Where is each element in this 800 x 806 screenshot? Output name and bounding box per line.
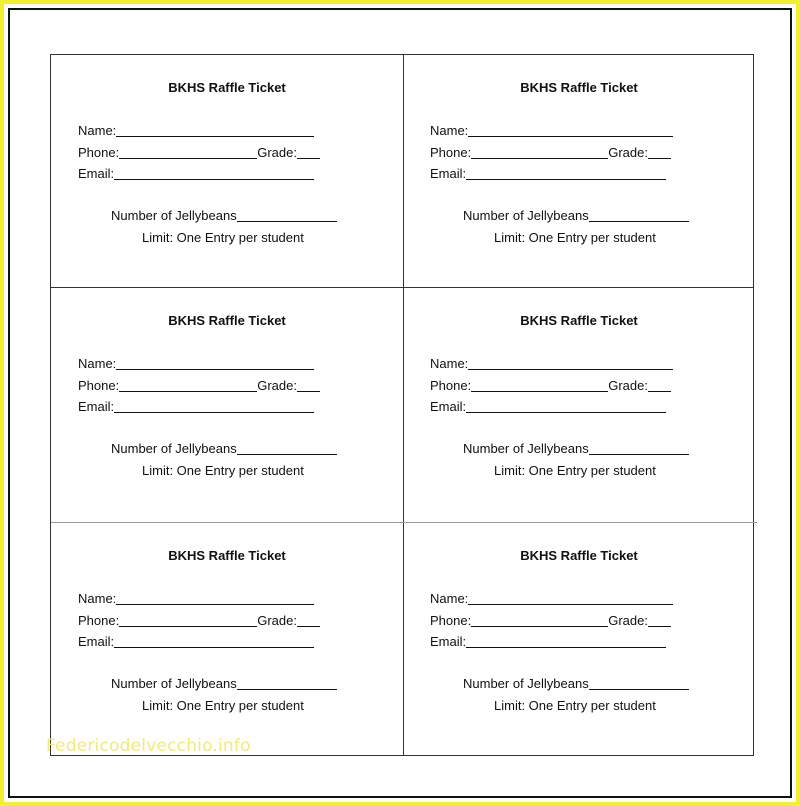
phone-blank[interactable]: [119, 378, 257, 392]
jellybeans-blank[interactable]: [589, 208, 689, 222]
row-divider-2: [51, 522, 757, 523]
jellybeans-blank[interactable]: [589, 441, 689, 455]
jellybeans-field-row: [463, 208, 689, 223]
email-field-row: [78, 166, 314, 181]
email-label: Email:: [78, 166, 115, 181]
grade-blank[interactable]: [297, 145, 320, 159]
name-field-row: [78, 591, 314, 606]
jellybeans-label: Number of Jellybeans: [111, 676, 237, 691]
grade-blank[interactable]: [297, 613, 320, 627]
jellybeans-label: Number of Jellybeans: [463, 676, 589, 691]
phone-blank[interactable]: [471, 378, 608, 392]
grade-blank[interactable]: [648, 378, 671, 392]
ticket-title: BKHS Raffle Ticket: [168, 80, 286, 95]
ticket-title: BKHS Raffle Ticket: [520, 80, 638, 95]
name-blank[interactable]: [116, 591, 314, 605]
limit-note: Limit: One Entry per student: [142, 463, 304, 478]
grade-label: Grade:: [257, 613, 297, 628]
email-blank[interactable]: [466, 166, 666, 180]
limit-note: Limit: One Entry per student: [494, 463, 656, 478]
name-field-row: [78, 356, 314, 371]
phone-blank[interactable]: [119, 145, 257, 159]
ticket-sheet: [50, 54, 754, 756]
email-label: Email:: [430, 166, 467, 181]
name-label: Name:: [430, 356, 469, 371]
grade-label: Grade:: [608, 378, 648, 393]
jellybeans-label: Number of Jellybeans: [111, 208, 237, 223]
jellybeans-label: Number of Jellybeans: [111, 441, 237, 456]
email-label: Email:: [78, 399, 115, 414]
email-field-row: [430, 634, 666, 649]
phone-label: Phone:: [78, 378, 120, 393]
phone-blank[interactable]: [471, 613, 608, 627]
email-field-row: [430, 399, 666, 414]
jellybeans-label: Number of Jellybeans: [463, 441, 589, 456]
email-label: Email:: [430, 634, 467, 649]
name-label: Name:: [78, 123, 117, 138]
email-blank[interactable]: [114, 634, 314, 648]
jellybeans-field-row: [111, 208, 337, 223]
phone-field-row: [78, 145, 320, 160]
email-blank[interactable]: [466, 399, 666, 413]
grade-blank[interactable]: [648, 145, 671, 159]
email-blank[interactable]: [466, 634, 666, 648]
email-label: Email:: [430, 399, 467, 414]
column-divider: [403, 55, 404, 755]
email-label: Email:: [78, 634, 115, 649]
phone-label: Phone:: [430, 145, 472, 160]
ticket-title: BKHS Raffle Ticket: [168, 548, 286, 563]
name-blank[interactable]: [116, 356, 314, 370]
email-field-row: [78, 634, 314, 649]
watermark-text: Federicodelvecchio.info: [46, 736, 251, 756]
jellybeans-blank[interactable]: [589, 676, 689, 690]
limit-note: Limit: One Entry per student: [142, 230, 304, 245]
phone-blank[interactable]: [119, 613, 257, 627]
limit-note: Limit: One Entry per student: [494, 230, 656, 245]
jellybeans-blank[interactable]: [237, 441, 337, 455]
jellybeans-field-row: [463, 676, 689, 691]
ticket-title: BKHS Raffle Ticket: [168, 313, 286, 328]
jellybeans-blank[interactable]: [237, 676, 337, 690]
name-label: Name:: [430, 591, 469, 606]
phone-field-row: [78, 613, 320, 628]
name-field-row: [78, 123, 314, 138]
name-blank[interactable]: [116, 123, 314, 137]
name-label: Name:: [78, 356, 117, 371]
email-field-row: [78, 399, 314, 414]
phone-field-row: [430, 613, 671, 628]
phone-field-row: [78, 378, 320, 393]
limit-note: Limit: One Entry per student: [494, 698, 656, 713]
name-field-row: [430, 591, 673, 606]
grade-label: Grade:: [608, 613, 648, 628]
email-blank[interactable]: [114, 399, 314, 413]
jellybeans-field-row: [111, 441, 337, 456]
grade-blank[interactable]: [297, 378, 320, 392]
name-field-row: [430, 356, 673, 371]
phone-label: Phone:: [78, 613, 120, 628]
phone-label: Phone:: [430, 613, 472, 628]
name-blank[interactable]: [468, 356, 673, 370]
phone-label: Phone:: [78, 145, 120, 160]
name-label: Name:: [430, 123, 469, 138]
ticket-title: BKHS Raffle Ticket: [520, 548, 638, 563]
email-field-row: [430, 166, 666, 181]
phone-blank[interactable]: [471, 145, 608, 159]
jellybeans-label: Number of Jellybeans: [463, 208, 589, 223]
grade-label: Grade:: [257, 378, 297, 393]
jellybeans-field-row: [463, 441, 689, 456]
name-blank[interactable]: [468, 591, 673, 605]
ticket-title: BKHS Raffle Ticket: [520, 313, 638, 328]
jellybeans-field-row: [111, 676, 337, 691]
phone-field-row: [430, 378, 671, 393]
phone-field-row: [430, 145, 671, 160]
name-blank[interactable]: [468, 123, 673, 137]
name-label: Name:: [78, 591, 117, 606]
limit-note: Limit: One Entry per student: [142, 698, 304, 713]
email-blank[interactable]: [114, 166, 314, 180]
name-field-row: [430, 123, 673, 138]
row-divider-1: [51, 287, 753, 288]
phone-label: Phone:: [430, 378, 472, 393]
jellybeans-blank[interactable]: [237, 208, 337, 222]
grade-label: Grade:: [257, 145, 297, 160]
grade-label: Grade:: [608, 145, 648, 160]
grade-blank[interactable]: [648, 613, 671, 627]
